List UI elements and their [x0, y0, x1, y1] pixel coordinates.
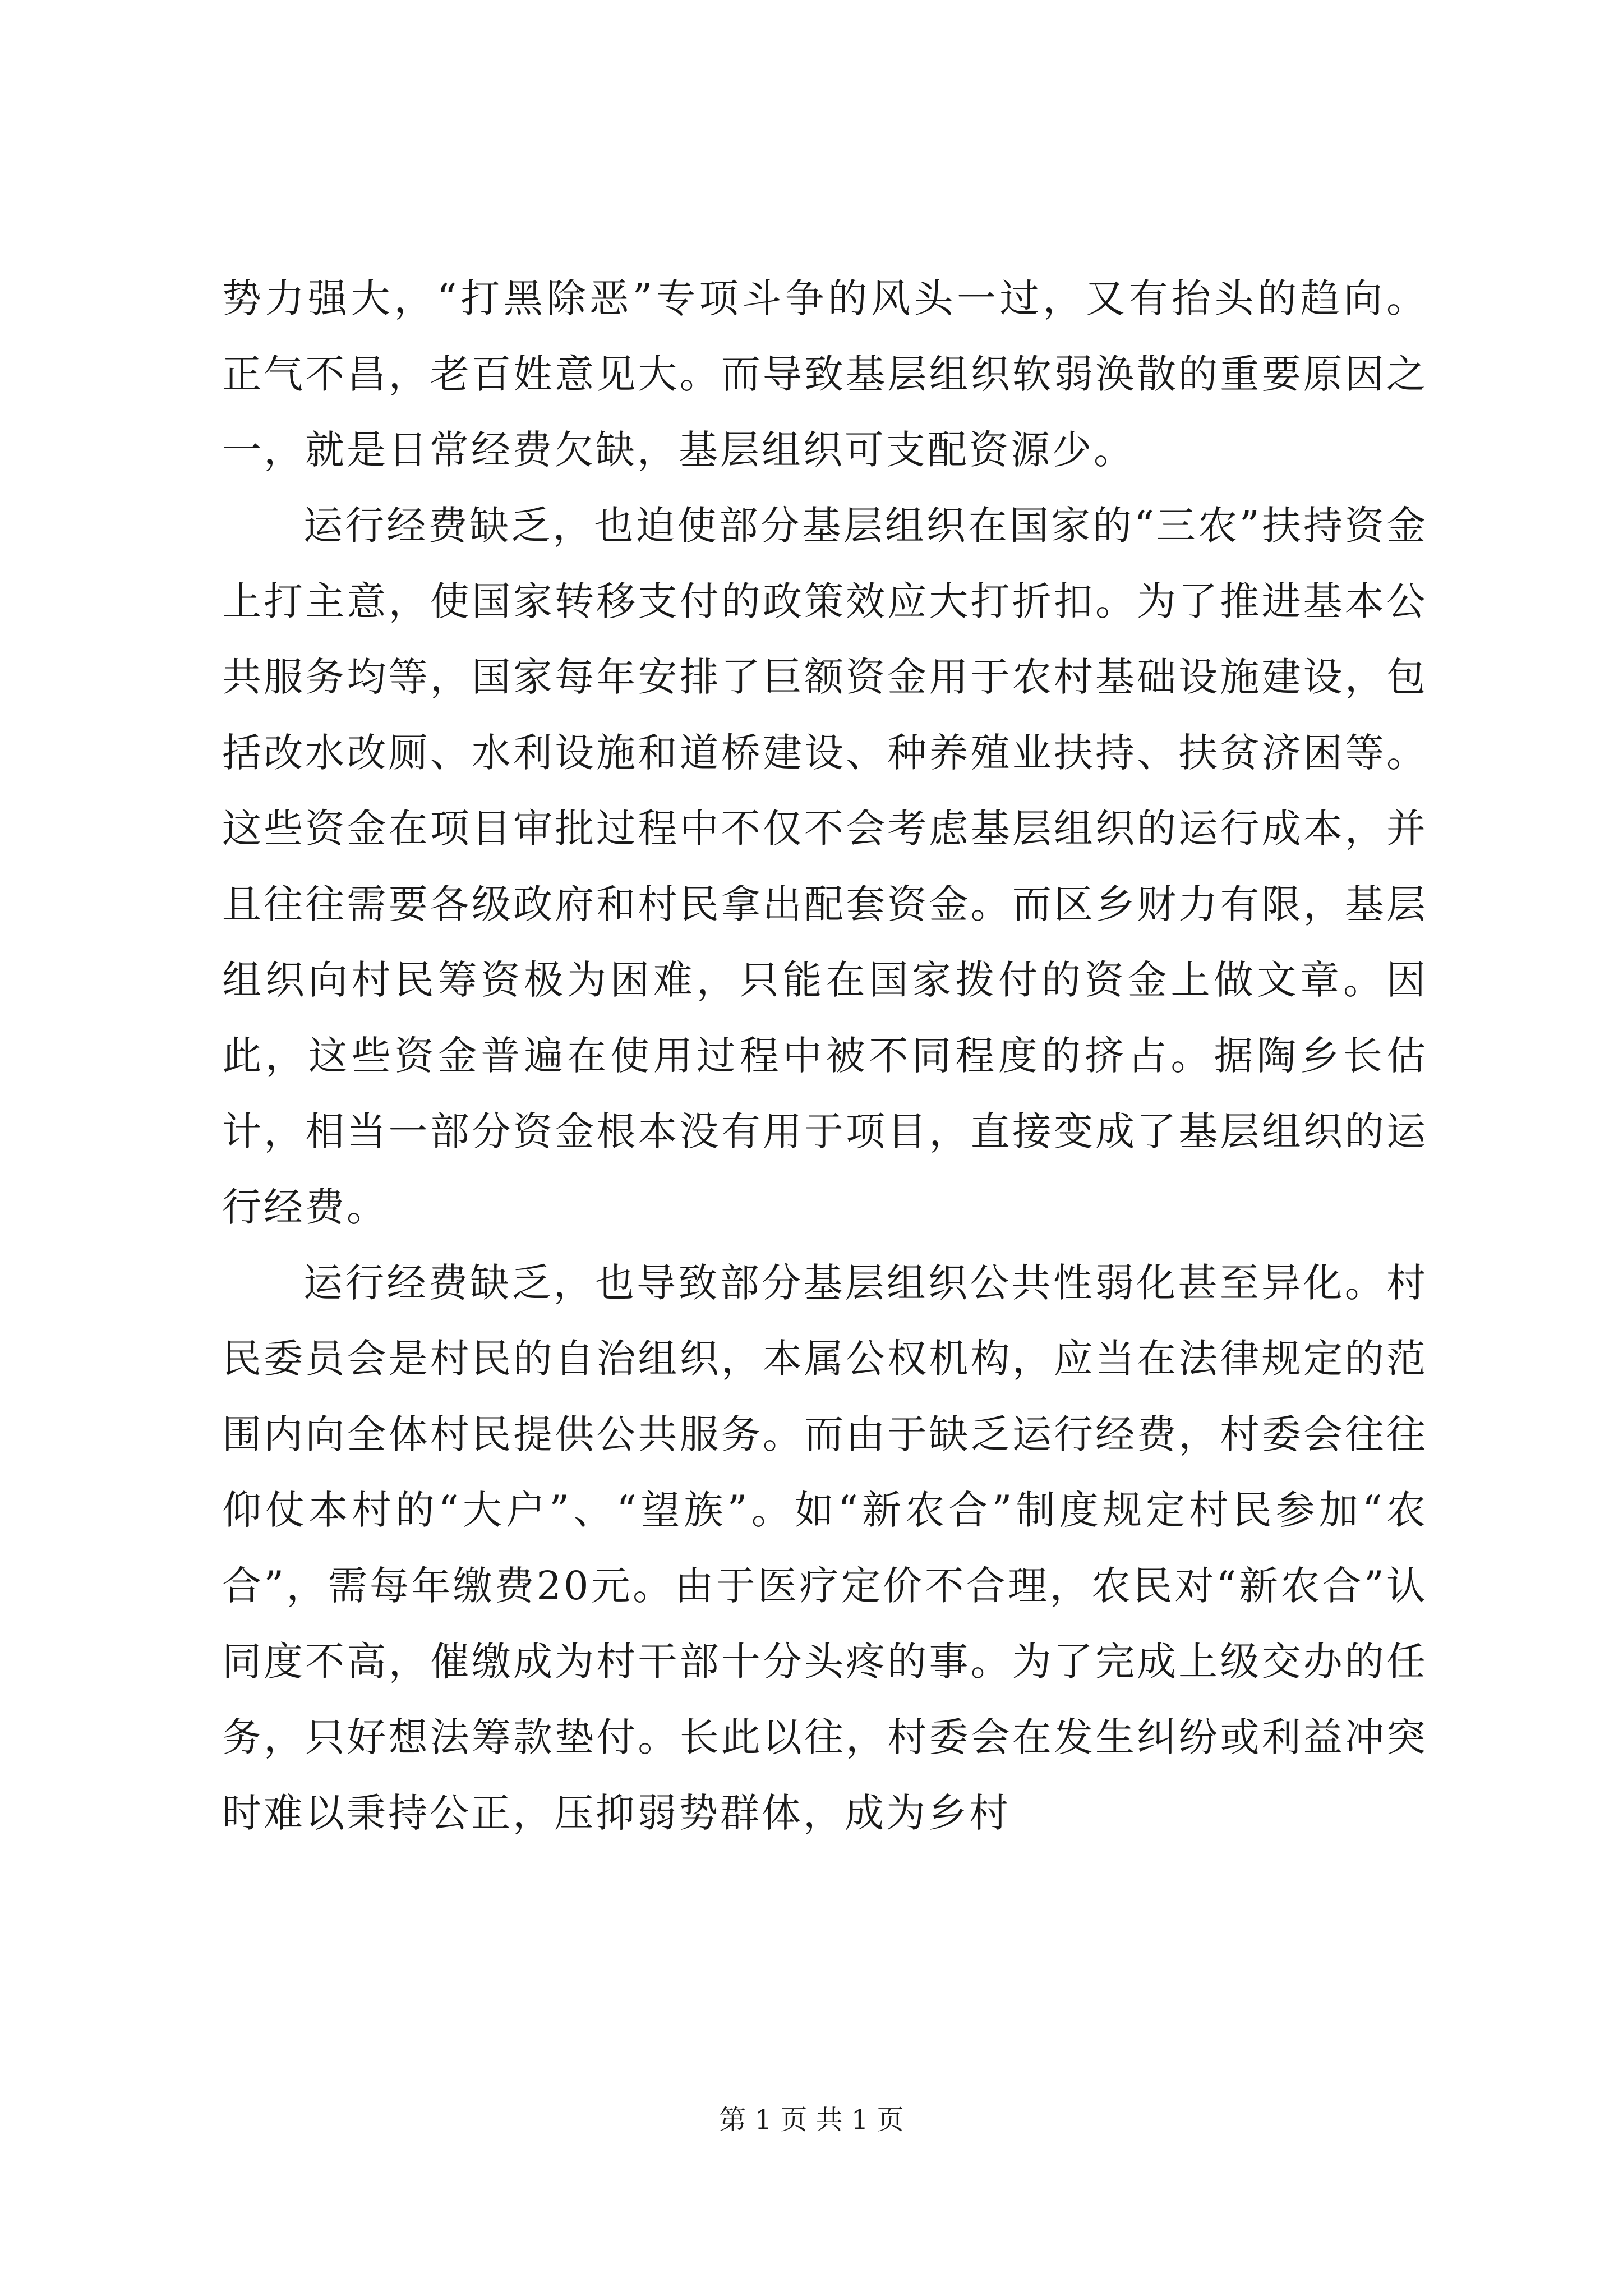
- document-body: [222, 261, 1428, 1851]
- paragraph-2: 运行经费缺乏，也迫使部分基层组织在国家的“三农”扶持资金上打主意，使国家转移支付的政策效应大打折扣。为了推进基本公共服务均等，国家每年安排了巨额资金用于农村基础设施建设，包括改水改厕、水利设施和道桥建设、种养殖业扶持、扶贫济困等。这些资金在项目审批过程中不仅不会考虑基层组织的运行成本，并且往往需要各级政府和村民拿出配套资金。而区乡财力有限，基层组织向村民筹资极为困难，只能在国家拨付的资金上做文章。因此，这些资金普遍在使用过程中被不同程度的挤占。据陶乡长估计，相当一部分资金根本没有用于项目，直接变成了基层组织的运行经费。: [222, 503, 1428, 1230]
- paragraph-1: 势力强大，“打黑除恶”专项斗争的风头一过，又有抬头的趋向。正气不昌，老百姓意见大。而导致基层组织软弱涣散的重要原因之一，就是日常经费欠缺，基层组织可支配资源少。: [222, 275, 1428, 473]
- page-number-footer: 第 1 页 共 1 页: [719, 2104, 904, 2136]
- paragraph-3: 运行经费缺乏，也导致部分基层组织公共性弱化甚至异化。村民委员会是村民的自治组织，本属公权机构，应当在法律规定的范围内向全体村民提供公共服务。而由于缺乏运行经费，村委会往往仰仗本村的“大户”、“望族”。如“新农合”制度规定村民参加“农合”，需每年缴费20元。由于医疗定价不合理，农民对“新农合”认同度不高，催缴成为村干部十分头疼的事。为了完成上级交办的任务，只好想法筹款垫付。长此以往，村委会在发生纠纷或利益冲突时难以秉持公正，压抑弱势群体，成为乡村: [222, 1260, 1428, 1836]
